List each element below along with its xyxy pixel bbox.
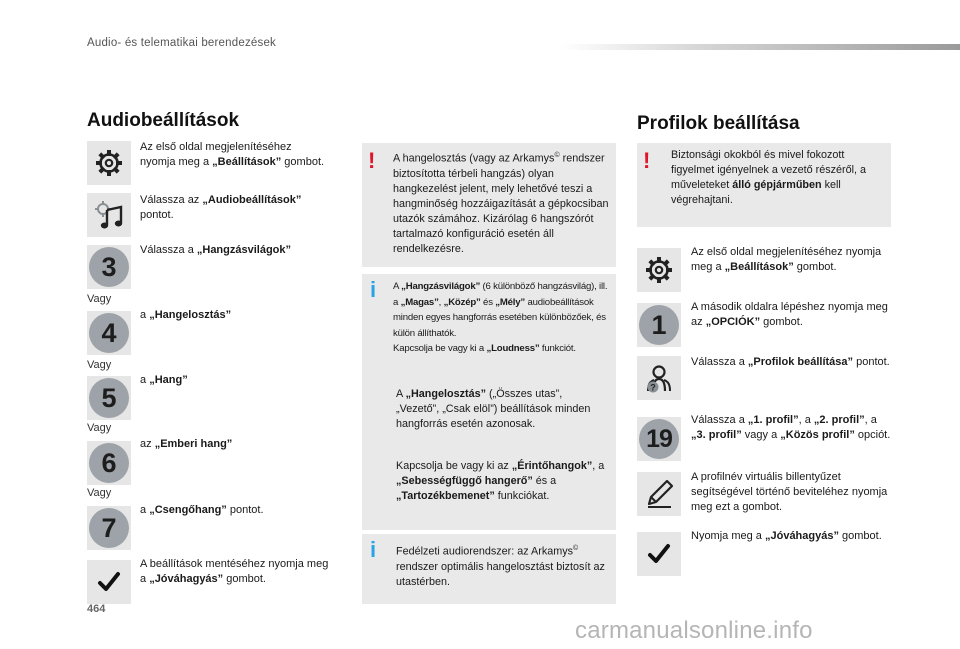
number-badge-4: 4 [87, 311, 131, 355]
pencil-icon [637, 472, 681, 516]
gear-icon [637, 248, 681, 292]
info-icon: i [370, 537, 377, 562]
step-text-confirm: A beállítások mentéséhez nyomja meg a „Jóváhagyás” gombot. [140, 558, 329, 585]
svg-text:?: ? [650, 382, 656, 393]
checkmark-icon [637, 532, 681, 576]
warning-note-distribution: ! A hangelosztás (vagy az Arkamys© rendszer biztosította térbeli hangzás) olyan hangkezelést jelent, mely lehetővé teszi a hangminőség hozzáigazítását a gépkocsiban utazók számához. Kizárólag 6 hangszórót tartalmazó konfiguráció esetén áll rendelkezésre. [362, 143, 616, 267]
number-badge-5: 5 [87, 376, 131, 420]
or-label: Vagy [87, 359, 112, 371]
step-text-sound-worlds: Válassza a „Hangzásvilágok” [140, 244, 292, 256]
step-text-confirm-right: Nyomja meg a „Jóváhagyás” gombot. [691, 530, 882, 542]
step-text-audio-settings: Válassza az „Audiobeállítások” pontot. [140, 194, 302, 221]
step-text-ringtone: a „Csengőhang” pontot. [140, 504, 264, 516]
step-text-sound: a „Hang” [140, 374, 188, 386]
info-icon: i [370, 277, 377, 302]
page-number: 464 [87, 603, 106, 615]
step-text-options: A második oldalra lépéshez nyomja meg az „OPCIÓK” gombot. [691, 301, 888, 328]
profile-question-icon [637, 356, 681, 400]
step-text-profile-select: Válassza a „1. profil”, a „2. profil”, a „3. profil” vagy a „Közös profil” opciót. [691, 414, 891, 441]
page-header [0, 0, 960, 60]
header-gradient-bar [560, 44, 960, 50]
or-label: Vagy [87, 422, 112, 434]
step-text-profiles: Válassza a „Profilok beállítása” pontot. [691, 356, 890, 368]
profiles-settings-title: Profilok beállítása [637, 113, 800, 134]
info-note-sound-settings: i A „Hangzásvilágok” (6 különböző hangzásvilág), ill. a „Magas”, „Közép” és „Mély” audiobeállítások minden egyes hangforrás esetében különbözőek, és külön állíthatók. Kapcsolja be vagy ki a „Loudness” funkciót. A „Hangelosztás” („Összes utas”, „Vezető”, „Csak elöl”) beállítások minden hangforrás esetén azonosak. Kapcsolja be vagy ki az „Érintőhangok”, a „Sebességfüggő hangerő” és a „Tartozékbemenet” funkciókat. [362, 274, 616, 530]
warning-exclamation-icon: ! [368, 148, 376, 173]
chapter-title: Audio- és telematikai berendezések [87, 37, 276, 49]
info-note-arkamys: i Fedélzeti audiorendszer: az Arkamys© rendszer optimális hangelosztást biztosít az utastérben. [362, 534, 616, 604]
gear-icon [87, 141, 131, 185]
warning-note-safety: ! Biztonsági okokból és mivel fokozott figyelmet igényelnek a vezető részéről, a műveleteket álló gépjárműben kell végrehajtani. [637, 143, 891, 227]
or-label: Vagy [87, 293, 112, 305]
audio-settings-title: Audiobeállítások [87, 110, 240, 131]
step-text-distribution: a „Hangelosztás” [140, 309, 232, 321]
number-badge-1: 1 [637, 303, 681, 347]
number-badge-6: 6 [87, 441, 131, 485]
checkmark-icon [87, 560, 131, 604]
number-badge-3: 3 [87, 245, 131, 289]
number-badge-19: 19 [637, 417, 681, 461]
watermark: carmanualsonline.info [575, 617, 813, 644]
warning-exclamation-icon: ! [643, 148, 651, 173]
step-text-settings: Az első oldal megjelenítéséhez nyomja meg a „Beállítások” gombot. [140, 141, 325, 168]
step-text-settings-right: Az első oldal megjelenítéséhez nyomja meg a „Beállítások” gombot. [691, 246, 882, 273]
step-text-profile-name: A profilnév virtuális billentyűzet segítségével történő beviteléhez nyomja meg ezt a gombot. [691, 471, 888, 513]
number-badge-7: 7 [87, 506, 131, 550]
step-text-voice: az „Emberi hang” [140, 438, 233, 450]
or-label: Vagy [87, 487, 112, 499]
music-settings-icon [87, 193, 131, 237]
